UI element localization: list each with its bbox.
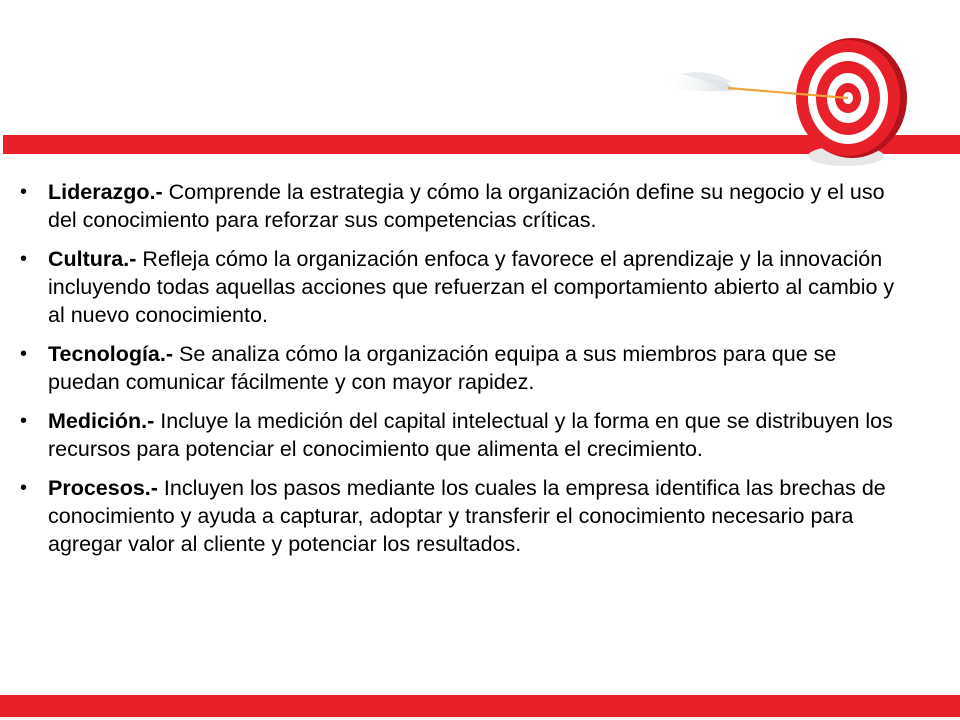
bottom-accent-bar	[0, 695, 960, 717]
item-term: Medición.-	[48, 409, 155, 433]
item-text: Comprende la estrategia y cómo la organización define su negocio y el uso del conocimiento para reforzar sus competencias críticas.	[48, 180, 885, 232]
list-item-liderazgo	[20, 178, 910, 234]
bullet-icon: •	[20, 477, 28, 499]
item-text: Se analiza cómo la organización equipa a sus miembros para que se puedan comunicar fácilmente y con mayor rapidez.	[48, 342, 837, 394]
item-text: Refleja cómo la organización enfoca y favorece el aprendizaje y la innovación incluyendo todas aquellas acciones que refuerzan el comportamiento abierto al cambio y al nuevo conocimiento.	[48, 247, 895, 327]
list-item-cultura	[20, 245, 910, 329]
bullet-icon: •	[20, 410, 28, 432]
item-term: Liderazgo.-	[48, 180, 163, 204]
bullet-icon: •	[20, 248, 28, 270]
item-term: Cultura.-	[48, 247, 137, 271]
bullet-icon: •	[20, 343, 28, 365]
target-with-arrow-icon	[660, 38, 912, 178]
bullet-icon: •	[20, 181, 28, 203]
item-text: Incluye la medición del capital intelectual y la forma en que se distribuyen los recursos para potenciar el conocimiento que alimenta el crecimiento.	[48, 409, 893, 461]
item-term: Procesos.-	[48, 476, 158, 500]
list-item-procesos	[20, 474, 910, 558]
list-item-medicion	[20, 407, 910, 463]
bullet-list	[20, 178, 910, 569]
item-text: Incluyen los pasos mediante los cuales la empresa identifica las brechas de conocimiento y ayuda a capturar, adoptar y transferir el conocimiento necesario para agregar valor al cliente y potenciar los resultados.	[48, 476, 886, 556]
item-term: Tecnología.-	[48, 342, 174, 366]
list-item-tecnologia	[20, 340, 910, 396]
